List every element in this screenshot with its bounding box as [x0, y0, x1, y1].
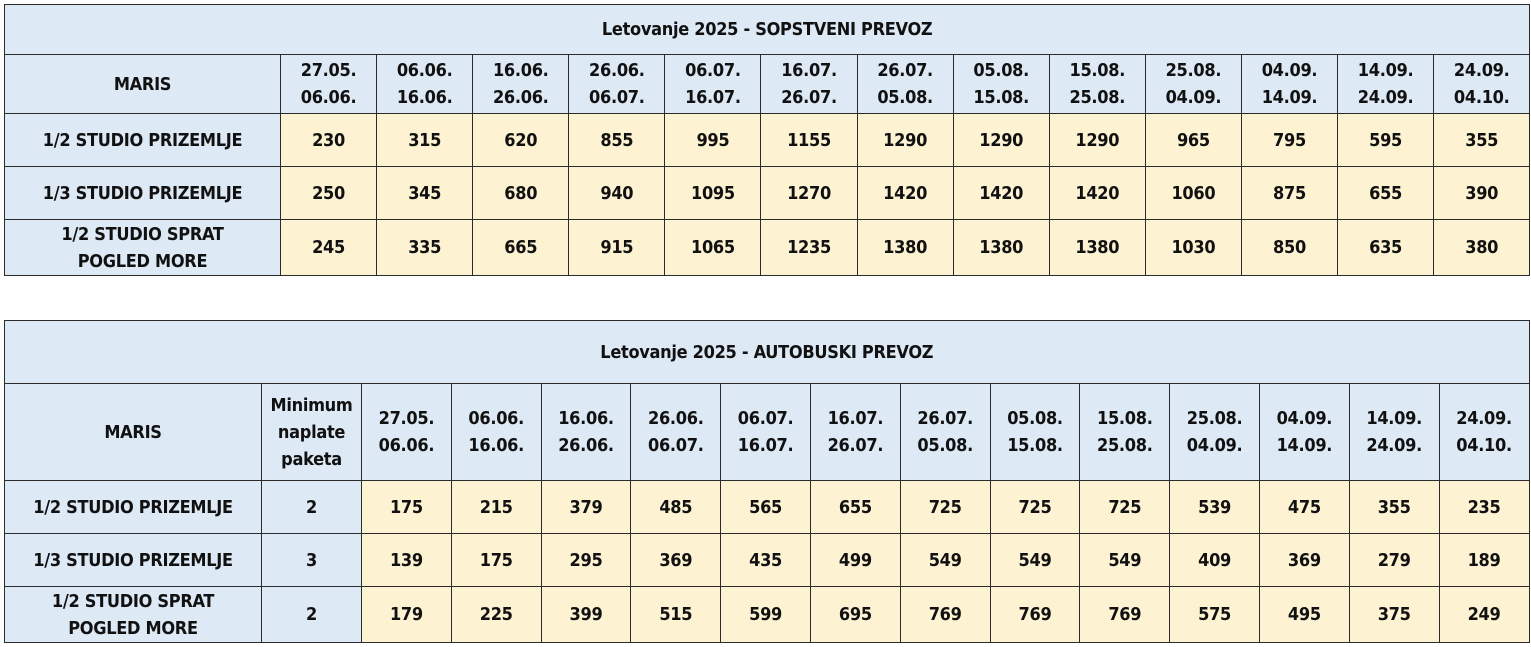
price-cell: 635 — [1338, 220, 1434, 276]
price-cell: 139 — [362, 534, 452, 587]
period-header — [281, 55, 377, 114]
text-line: 06.06. — [396, 60, 453, 81]
minimum-value: 2 — [262, 587, 362, 643]
price-cell: 1270 — [761, 167, 857, 220]
header-row — [5, 384, 1530, 481]
room-type-label — [5, 481, 262, 534]
price-cell: 850 — [1241, 220, 1337, 276]
price-cell: 475 — [1259, 481, 1349, 534]
text-line: 26.07. — [827, 435, 884, 456]
price-cell: 369 — [631, 534, 721, 587]
price-cell: 769 — [1080, 587, 1170, 643]
price-cell: 1380 — [1049, 220, 1145, 276]
price-cell: 399 — [541, 587, 631, 643]
price-cell: 175 — [362, 481, 452, 534]
price-cell: 940 — [569, 167, 665, 220]
text-line: 06.07. — [589, 87, 645, 108]
text-line: 1/2 STUDIO SPRAT — [51, 590, 215, 612]
price-cell: 175 — [451, 534, 541, 587]
price-cell: 1420 — [1049, 167, 1145, 220]
text-line: 24.09. — [1366, 435, 1422, 456]
text-line: 04.10. — [1453, 87, 1510, 108]
table-title: Letovanje 2025 - AUTOBUSKI PREVOZ — [5, 321, 1530, 384]
text-line: 15.08. — [1069, 60, 1126, 81]
text-line: 16.07. — [685, 87, 741, 108]
price-cell: 345 — [377, 167, 473, 220]
text-line: paketa — [281, 448, 342, 470]
period-header — [1349, 384, 1439, 481]
price-cell: 1155 — [761, 114, 857, 167]
room-type-label — [5, 534, 262, 587]
price-cell: 279 — [1349, 534, 1439, 587]
text-line: 04.09. — [1261, 60, 1318, 81]
table-row — [5, 481, 1530, 534]
price-cell: 620 — [473, 114, 569, 167]
price-cell: 1420 — [953, 167, 1049, 220]
header-row — [5, 55, 1530, 114]
text-line: 25.08. — [1165, 60, 1222, 81]
price-cell: 250 — [281, 167, 377, 220]
price-cell: 549 — [900, 534, 990, 587]
period-header — [1241, 55, 1337, 114]
period-header — [377, 55, 473, 114]
price-cell: 1290 — [953, 114, 1049, 167]
price-cell: 249 — [1439, 587, 1529, 643]
price-cell: 1290 — [1049, 114, 1145, 167]
text-line: 06.07. — [737, 408, 794, 429]
text-line: 14.09. — [1366, 408, 1422, 429]
text-line: 16.07. — [781, 60, 837, 81]
price-cell: 355 — [1349, 481, 1439, 534]
text-line: 04.10. — [1456, 435, 1512, 456]
text-line: 1/2 STUDIO SPRAT — [61, 223, 224, 245]
table-row — [5, 114, 1530, 167]
period-header — [1434, 55, 1530, 114]
period-header — [761, 55, 857, 114]
text-line: 05.08. — [877, 87, 933, 108]
price-cell: 769 — [990, 587, 1080, 643]
price-cell: 390 — [1434, 167, 1530, 220]
text-line: 04.09. — [1276, 408, 1333, 429]
period-header — [451, 384, 541, 481]
price-cell: 499 — [810, 534, 900, 587]
price-cell: 769 — [900, 587, 990, 643]
text-line: 24.09. — [1357, 87, 1414, 108]
price-cell: 1235 — [761, 220, 857, 276]
period-header — [362, 384, 452, 481]
price-cell: 599 — [721, 587, 811, 643]
price-cell: 230 — [281, 114, 377, 167]
price-cell: 680 — [473, 167, 569, 220]
table-row — [5, 220, 1530, 276]
price-cell: 795 — [1241, 114, 1337, 167]
text-line: POGLED MORE — [68, 617, 198, 639]
period-header — [721, 384, 811, 481]
price-cell: 375 — [1349, 587, 1439, 643]
price-table-bus-transport — [4, 320, 1530, 643]
period-header — [631, 384, 721, 481]
text-line: 27.05. — [378, 408, 435, 429]
text-line: naplate — [277, 421, 346, 443]
price-cell: 1420 — [857, 167, 953, 220]
price-cell: 245 — [281, 220, 377, 276]
period-header — [810, 384, 900, 481]
price-cell: 515 — [631, 587, 721, 643]
price-cell: 1095 — [665, 167, 761, 220]
text-line: 16.07. — [737, 435, 794, 456]
price-cell: 495 — [1259, 587, 1349, 643]
price-cell: 915 — [569, 220, 665, 276]
price-cell: 1065 — [665, 220, 761, 276]
price-cell: 875 — [1241, 167, 1337, 220]
price-cell: 355 — [1434, 114, 1530, 167]
price-cell: 1290 — [857, 114, 953, 167]
room-type-label — [5, 167, 281, 220]
price-cell: 549 — [990, 534, 1080, 587]
price-cell: 725 — [900, 481, 990, 534]
price-cell: 539 — [1170, 481, 1260, 534]
table-title: Letovanje 2025 - SOPSTVENI PREVOZ — [5, 5, 1530, 55]
text-line: 16.07. — [827, 408, 884, 429]
text-line: 06.06. — [468, 408, 524, 429]
price-cell: 855 — [569, 114, 665, 167]
text-line: 25.08. — [1186, 408, 1243, 429]
period-header — [541, 384, 631, 481]
period-header — [953, 55, 1049, 114]
text-line: 06.07. — [685, 60, 741, 81]
price-cell: 380 — [1434, 220, 1530, 276]
text-line: 1/2 STUDIO PRIZEMLJE — [33, 496, 233, 518]
text-line: Minimum — [270, 394, 353, 416]
room-type-label — [5, 220, 281, 276]
price-cell: 1380 — [953, 220, 1049, 276]
period-header — [857, 55, 953, 114]
period-header — [1049, 55, 1145, 114]
text-line: 05.08. — [917, 435, 973, 456]
price-cell: 315 — [377, 114, 473, 167]
text-line: 16.06. — [492, 60, 549, 81]
period-header — [665, 55, 761, 114]
text-line: 26.07. — [877, 60, 933, 81]
text-line: 26.06. — [648, 408, 704, 429]
text-line: 24.09. — [1456, 408, 1512, 429]
period-header — [1080, 384, 1170, 481]
text-line: 1/2 STUDIO PRIZEMLJE — [42, 129, 243, 151]
minimum-value: 2 — [262, 481, 362, 534]
text-line: 16.06. — [558, 408, 614, 429]
text-line: 15.08. — [1096, 408, 1153, 429]
text-line: 14.09. — [1357, 60, 1414, 81]
period-header — [473, 55, 569, 114]
price-cell: 549 — [1080, 534, 1170, 587]
price-cell: 295 — [541, 534, 631, 587]
price-cell: 379 — [541, 481, 631, 534]
text-line: 04.09. — [1186, 435, 1243, 456]
text-line: 26.07. — [781, 87, 837, 108]
text-line: 26.06. — [558, 435, 614, 456]
price-cell: 409 — [1170, 534, 1260, 587]
hotel-name: MARIS — [5, 384, 262, 481]
text-line: 05.08. — [1007, 408, 1063, 429]
period-header — [1439, 384, 1529, 481]
price-cell: 655 — [810, 481, 900, 534]
price-cell: 179 — [362, 587, 452, 643]
text-line: 06.07. — [648, 435, 704, 456]
minimum-value: 3 — [262, 534, 362, 587]
price-cell: 1060 — [1145, 167, 1241, 220]
price-cell: 965 — [1145, 114, 1241, 167]
table-row — [5, 534, 1530, 587]
text-line: 1/3 STUDIO PRIZEMLJE — [33, 549, 233, 571]
text-line: 26.06. — [589, 60, 645, 81]
period-header — [1259, 384, 1349, 481]
text-line: 16.06. — [396, 87, 453, 108]
period-header — [1145, 55, 1241, 114]
text-line: 1/3 STUDIO PRIZEMLJE — [42, 182, 243, 204]
text-line: 27.05. — [300, 60, 357, 81]
price-cell: 1380 — [857, 220, 953, 276]
price-cell: 695 — [810, 587, 900, 643]
price-cell: 369 — [1259, 534, 1349, 587]
price-cell: 225 — [451, 587, 541, 643]
table-row — [5, 587, 1530, 643]
price-cell: 565 — [721, 481, 811, 534]
price-cell: 995 — [665, 114, 761, 167]
price-table-own-transport — [4, 4, 1530, 276]
period-header — [990, 384, 1080, 481]
text-line: 26.07. — [917, 408, 973, 429]
period-header — [900, 384, 990, 481]
text-line: POGLED MORE — [77, 250, 208, 272]
price-cell: 189 — [1439, 534, 1529, 587]
price-cell: 485 — [631, 481, 721, 534]
price-cell: 335 — [377, 220, 473, 276]
price-cell: 575 — [1170, 587, 1260, 643]
text-line: 04.09. — [1165, 87, 1222, 108]
price-cell: 595 — [1338, 114, 1434, 167]
text-line: 15.08. — [1007, 435, 1063, 456]
minimum-header — [262, 384, 362, 481]
price-cell: 435 — [721, 534, 811, 587]
price-cell: 655 — [1338, 167, 1434, 220]
price-cell: 235 — [1439, 481, 1529, 534]
text-line: 25.08. — [1069, 87, 1126, 108]
text-line: 06.06. — [300, 87, 357, 108]
hotel-name: MARIS — [5, 55, 281, 114]
period-header — [569, 55, 665, 114]
price-cell: 215 — [451, 481, 541, 534]
room-type-label — [5, 114, 281, 167]
text-line: 15.08. — [973, 87, 1029, 108]
price-cell: 665 — [473, 220, 569, 276]
text-line: 05.08. — [973, 60, 1029, 81]
text-line: 16.06. — [468, 435, 524, 456]
period-header — [1170, 384, 1260, 481]
table-row — [5, 167, 1530, 220]
text-line: 24.09. — [1453, 60, 1510, 81]
text-line: 25.08. — [1096, 435, 1153, 456]
text-line: 14.09. — [1276, 435, 1333, 456]
price-cell: 1030 — [1145, 220, 1241, 276]
text-line: 06.06. — [378, 435, 435, 456]
room-type-label — [5, 587, 262, 643]
price-cell: 725 — [990, 481, 1080, 534]
period-header — [1338, 55, 1434, 114]
text-line: 14.09. — [1261, 87, 1318, 108]
price-cell: 725 — [1080, 481, 1170, 534]
text-line: 26.06. — [492, 87, 549, 108]
